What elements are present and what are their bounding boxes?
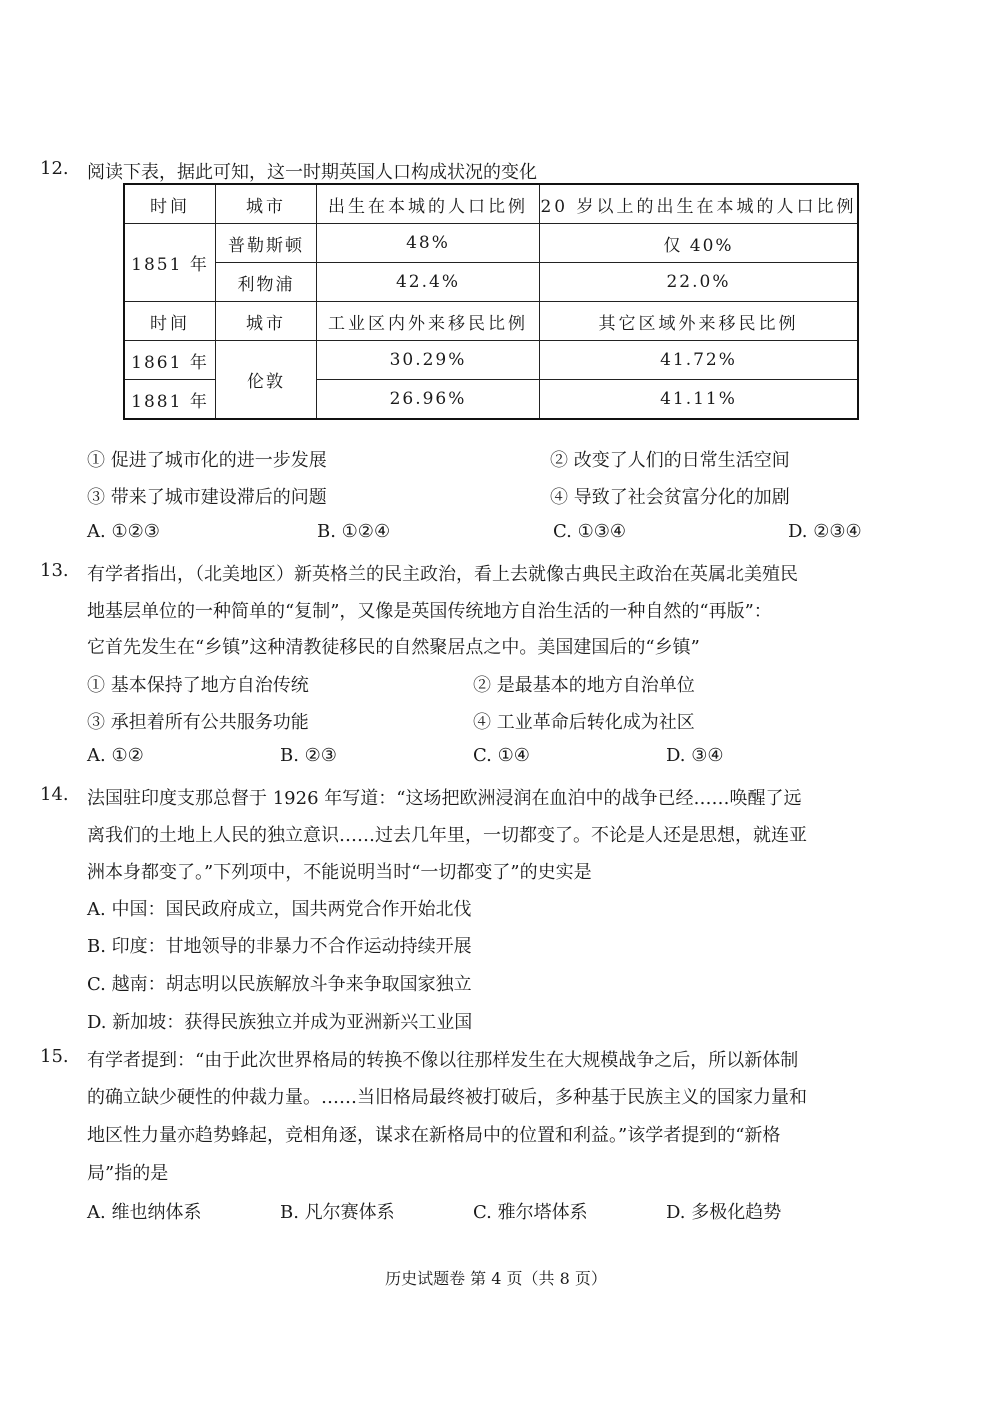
- table-cell-city: 利物浦: [216, 263, 317, 302]
- question-14-line: 离我们的土地上人民的独立意识……过去几年里，一切都变了。不论是人还是思想，就连亚: [87, 825, 807, 846]
- table-cell: 42.4%: [317, 263, 540, 302]
- q13-option-a[interactable]: A. ①②: [87, 745, 144, 766]
- q12-option-b[interactable]: B. ①②④: [317, 521, 391, 542]
- table-header-cell: 时间: [124, 302, 216, 341]
- q12-option-a[interactable]: A. ①②③: [87, 521, 160, 542]
- q14-option-d[interactable]: D. 新加坡：获得民族独立并成为亚洲新兴工业国: [87, 1012, 473, 1033]
- table-row: [124, 263, 858, 302]
- question-15-line: 有学者提到：“由于此次世界格局的转换不像以往那样发生在大规模战争之后，所以新体制: [87, 1050, 799, 1071]
- table-cell-city: 伦敦: [216, 341, 317, 420]
- table-header-cell: 城市: [216, 184, 317, 224]
- q12-option-d[interactable]: D. ②③④: [788, 521, 862, 542]
- table-cell-year: 1861 年: [124, 341, 216, 380]
- table-row: [124, 224, 858, 263]
- table-row: [124, 341, 858, 380]
- question-15-number: 15.: [40, 1046, 69, 1067]
- question-15-line: 局”指的是: [87, 1163, 169, 1184]
- population-table: [123, 183, 859, 420]
- q13-item-1: ① 基本保持了地方自治传统: [87, 675, 309, 696]
- q12-option-c[interactable]: C. ①③④: [553, 521, 626, 542]
- table-cell: 30.29%: [317, 341, 540, 380]
- table-header-row-1: [124, 184, 858, 224]
- q14-option-c[interactable]: C. 越南：胡志明以民族解放斗争来争取国家独立: [87, 974, 472, 995]
- q13-option-c[interactable]: C. ①④: [473, 745, 530, 766]
- table-cell: 48%: [317, 224, 540, 263]
- q13-item-3: ③ 承担着所有公共服务功能: [87, 712, 309, 733]
- table-header-cell: 工业区内外来移民比例: [317, 302, 540, 341]
- q12-item-4: ④ 导致了社会贫富分化的加剧: [550, 487, 790, 508]
- q12-item-2: ② 改变了人们的日常生活空间: [550, 450, 790, 471]
- question-15-line: 的确立缺少硬性的仲裁力量。……当旧格局最终被打破后，多种基于民族主义的国家力量和: [87, 1087, 807, 1108]
- question-15-line: 地区性力量亦趋势蜂起，竞相角逐，谋求在新格局中的位置和利益。”该学者提到的“新格: [87, 1125, 781, 1146]
- table-cell-year: 1881 年: [124, 380, 216, 420]
- q12-item-3: ③ 带来了城市建设滞后的问题: [87, 487, 327, 508]
- table-cell: 41.11%: [540, 380, 859, 420]
- table-cell: 22.0%: [540, 263, 859, 302]
- table-header-cell: 城市: [216, 302, 317, 341]
- q14-option-b[interactable]: B. 印度：甘地领导的非暴力不合作运动持续开展: [87, 936, 472, 957]
- table-header-cell: 其它区域外来移民比例: [540, 302, 859, 341]
- q15-option-b[interactable]: B. 凡尔赛体系: [280, 1202, 395, 1223]
- question-12-number: 12.: [40, 158, 69, 179]
- table-header-cell: 时间: [124, 184, 216, 224]
- q14-option-a[interactable]: A. 中国：国民政府成立，国共两党合作开始北伐: [87, 899, 472, 920]
- table-cell-year: 1851 年: [124, 224, 216, 302]
- q15-option-a[interactable]: A. 维也纳体系: [87, 1202, 202, 1223]
- question-13-number: 13.: [40, 560, 69, 581]
- q15-option-d[interactable]: D. 多极化趋势: [666, 1202, 782, 1223]
- table-cell: 41.72%: [540, 341, 859, 380]
- question-14-line: 洲本身都变了。”下列项中，不能说明当时“一切都变了”的史实是: [87, 862, 592, 883]
- table-cell: 26.96%: [317, 380, 540, 420]
- question-13-line: 它首先发生在“乡镇”这种清教徒移民的自然聚居点之中。美国建国后的“乡镇”: [87, 637, 700, 658]
- page-footer: 历史试题卷 第 4 页（共 8 页）: [385, 1269, 607, 1288]
- question-13-line: 地基层单位的一种简单的“复制”，又像是英国传统地方自治生活的一种自然的“再版”：: [87, 601, 772, 622]
- question-12-stem: 阅读下表，据此可知，这一时期英国人口构成状况的变化: [87, 162, 537, 183]
- table-header-cell: 出生在本城的人口比例: [317, 184, 540, 224]
- table-cell-city: 普勒斯顿: [216, 224, 317, 263]
- q13-item-4: ④ 工业革命后转化成为社区: [473, 712, 695, 733]
- q13-option-b[interactable]: B. ②③: [280, 745, 337, 766]
- table-header-row-2: [124, 302, 858, 341]
- q12-item-1: ① 促进了城市化的进一步发展: [87, 450, 327, 471]
- q15-option-c[interactable]: C. 雅尔塔体系: [473, 1202, 588, 1223]
- table-header-cell: 20 岁以上的出生在本城的人口比例: [540, 184, 859, 224]
- table-cell: 仅 40%: [540, 224, 859, 263]
- q13-option-d[interactable]: D. ③④: [666, 745, 724, 766]
- question-14-line: 法国驻印度支那总督于 1926 年写道：“这场把欧洲浸润在血泊中的战争已经……唤醒了远: [87, 788, 802, 809]
- q13-item-2: ② 是最基本的地方自治单位: [473, 675, 695, 696]
- question-13-line: 有学者指出，（北美地区）新英格兰的民主政治，看上去就像古典民主政治在英属北美殖民: [87, 564, 798, 585]
- question-14-number: 14.: [40, 784, 69, 805]
